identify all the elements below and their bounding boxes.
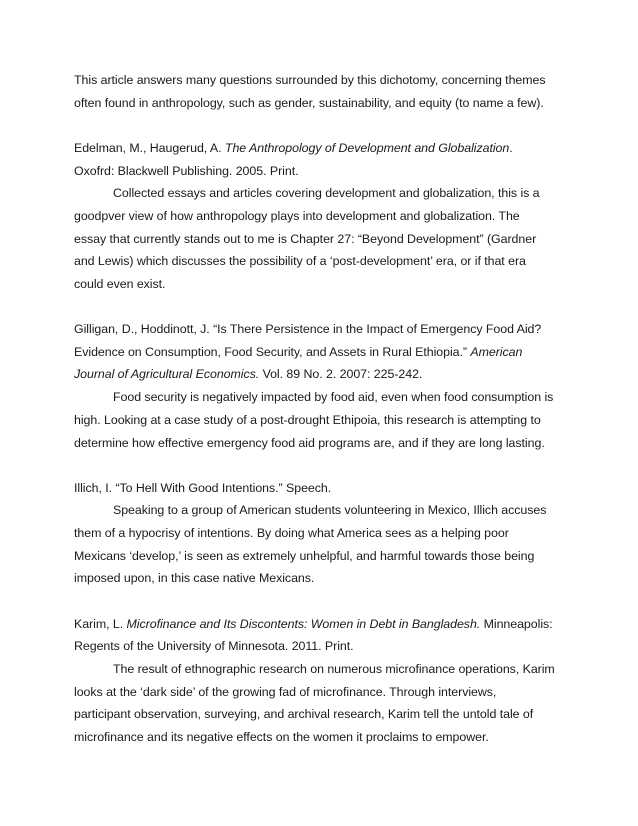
citation-karim [74, 617, 553, 632]
citation-authors: Edelman, M., Haugerud, A. [74, 141, 225, 155]
intro-line: This article answers many questions surrounded by this dichotomy, concerning themes [74, 73, 546, 87]
citation-edelman [74, 141, 513, 156]
citation-text: Evidence on Consumption, Food Security, and Assets in Rural Ethiopia.” [74, 345, 471, 359]
citation-title: Microfinance and Its Discontents: Women in Debt in Bangladesh. [126, 617, 481, 631]
citation-gilligan: Gilligan, D., Hoddinott, J. “Is There Persistence in the Impact of Emergency Food Aid? [74, 322, 542, 336]
citation-line [74, 345, 522, 360]
citation-volume: Vol. 89 No. 2. 2007: 225-242. [259, 367, 423, 381]
annotation-line: Collected essays and articles covering development and globalization, this is a [113, 186, 540, 200]
citation-line [74, 367, 422, 382]
intro-line: often found in anthropology, such as gender, sustainability, and equity (to name a few). [74, 96, 544, 110]
citation-illich: Illich, I. “To Hell With Good Intentions.” Speech. [74, 481, 332, 495]
citation-publisher: Regents of the University of Minnesota. 2011. Print. [74, 639, 354, 653]
annotation-line: The result of ethnographic research on numerous microfinance operations, Karim [113, 662, 555, 676]
annotation-line: participant observation, surveying, and archival research, Karim tell the untold tale of [74, 707, 534, 721]
citation-authors: Karim, L. [74, 617, 127, 631]
annotation-line: essay that currently stands out to me is Chapter 27: “Beyond Development” (Gardner [74, 232, 537, 246]
annotation-line: looks at the ‘dark side’ of the growing fad of microfinance. Through interviews, [74, 685, 497, 699]
annotation-line: Food security is negatively impacted by food aid, even when food consumption is [113, 390, 554, 404]
annotation-line: Mexicans ‘develop,’ is seen as extremely unhelpful, and harmful towards those being [74, 549, 535, 563]
citation-publisher: Oxofrd: Blackwell Publishing. 2005. Print. [74, 164, 299, 178]
citation-place: Minneapolis: [480, 617, 553, 631]
annotation-line: high. Looking at a case study of a post-drought Ethipoia, this research is attempting to [74, 413, 541, 427]
annotation-line: microfinance and its negative effects on the women it proclaims to empower. [74, 730, 489, 744]
journal-title: American [470, 345, 523, 359]
annotation-line: could even exist. [74, 277, 166, 291]
journal-title: Journal of Agricultural Economics. [74, 367, 260, 381]
annotation-line: goodpver view of how anthropology plays into development and globalization. The [74, 209, 520, 223]
annotation-line: imposed upon, in this case native Mexicans. [74, 571, 315, 585]
annotation-line: determine how effective emergency food aid programs are, and if they are long lasting. [74, 436, 545, 450]
annotation-line: them of a hypocrisy of intentions. By doing what America sees as a helping poor [74, 526, 509, 540]
annotation-line: and Lewis) which discusses the possibility of a ‘post-development’ era, or if that era [74, 254, 526, 268]
annotation-line: Speaking to a group of American students volunteering in Mexico, Illich accuses [113, 503, 547, 517]
citation-title: The Anthropology of Development and Globalization [224, 141, 510, 155]
citation-punct: . [509, 141, 513, 155]
